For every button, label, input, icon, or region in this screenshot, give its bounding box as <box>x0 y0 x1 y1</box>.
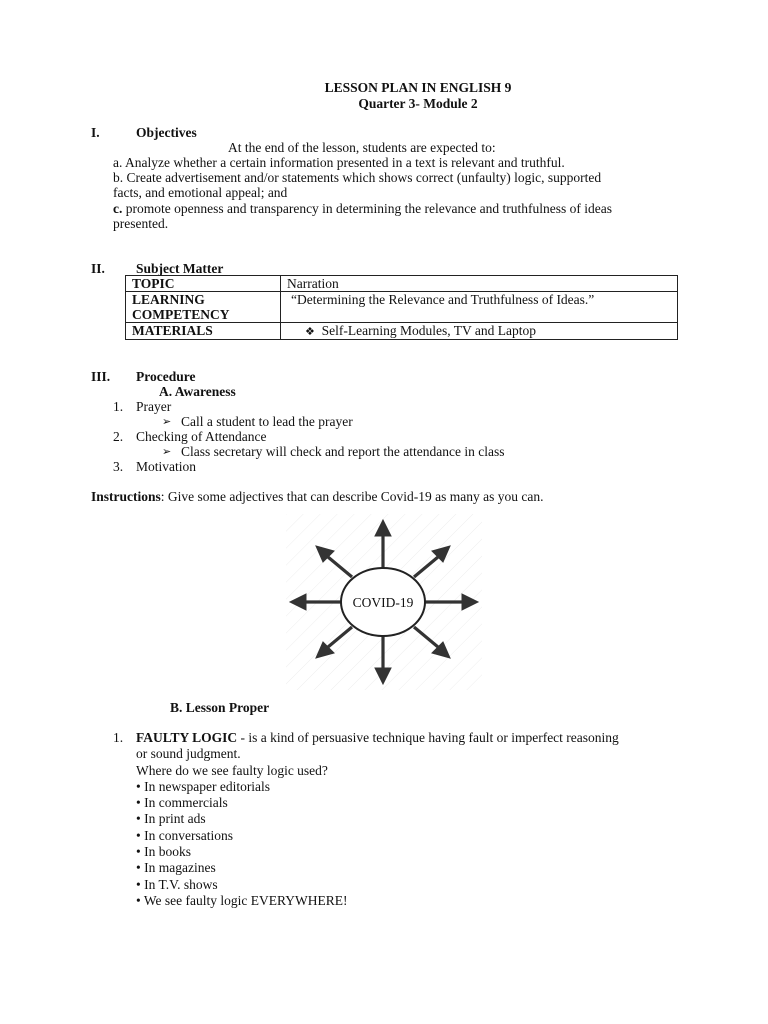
table-row <box>126 276 678 292</box>
table-value-competency: “Determining the Relevance and Truthfulness of Ideas.” <box>281 292 678 323</box>
list-item: • In conversations <box>136 828 233 843</box>
lesson-proper-heading: B. Lesson Proper <box>170 700 270 715</box>
list-item: • We see faulty logic EVERYWHERE! <box>136 893 348 908</box>
objectives-heading: Objectives <box>136 125 197 140</box>
table-label-competency: LEARNING COMPETENCY <box>126 292 281 323</box>
subject-numeral: II. <box>91 261 105 276</box>
procedure-heading: Procedure <box>136 369 196 384</box>
procedure-item-prayer: Prayer <box>136 399 172 414</box>
faulty-logic-term: FAULTY LOGIC <box>136 730 238 745</box>
procedure-item-attendance: Checking of Attendance <box>136 429 267 444</box>
list-item: • In newspaper editorials <box>136 779 271 794</box>
arrow-bullet-icon: ➢ <box>162 445 172 458</box>
objective-b-line2: facts, and emotional appeal; and <box>113 185 288 200</box>
instructions-line <box>91 489 544 505</box>
table-value-topic: Narration <box>281 276 678 292</box>
objective-a: a. Analyze whether a certain information presented in a text is relevant and truthful. <box>113 155 565 170</box>
list-item: • In books <box>136 844 191 859</box>
procedure-item-motivation: Motivation <box>136 459 196 474</box>
subject-matter-table <box>125 275 678 340</box>
objectives-numeral: I. <box>91 125 100 140</box>
procedure-item-number: 3. <box>113 459 124 474</box>
document-title: LESSON PLAN IN ENGLISH 9 <box>324 80 512 95</box>
word-web-svg <box>286 514 482 690</box>
objectives-intro: At the end of the lesson, students are expected to: <box>228 140 496 155</box>
instructions-text: : Give some adjectives that can describe Covid-19 as many as you can. <box>160 489 544 504</box>
instructions-label: Instructions <box>91 489 161 504</box>
list-item: • In T.V. shows <box>136 877 218 892</box>
objective-c-label: c. <box>113 201 123 216</box>
procedure-subitem: Call a student to lead the prayer <box>181 414 353 429</box>
subject-heading: Subject Matter <box>136 261 224 276</box>
table-row <box>126 323 678 340</box>
document-subtitle: Quarter 3- Module 2 <box>358 96 478 111</box>
objective-c-line1 <box>113 201 612 217</box>
table-label-topic: TOPIC <box>126 276 281 292</box>
objective-c-text: promote openness and transparency in determining the relevance and truthfulness of ideas <box>122 201 612 216</box>
objective-c-line2: presented. <box>113 216 169 231</box>
list-item: • In print ads <box>136 811 206 826</box>
procedure-numeral: III. <box>91 369 111 384</box>
faulty-logic-definition-line2: or sound judgment. <box>136 746 241 761</box>
materials-text: Self-Learning Modules, TV and Laptop <box>321 323 536 338</box>
procedure-subitem: Class secretary will check and report the attendance in class <box>181 444 505 459</box>
diagram-center-label: COVID-19 <box>352 595 414 610</box>
faulty-logic-number: 1. <box>113 730 124 745</box>
objective-b-line1: b. Create advertisement and/or statements which shows correct (unfaulty) logic, supported <box>113 170 602 185</box>
table-value-materials <box>281 323 678 340</box>
diamond-bullet-icon: ❖ <box>305 325 315 338</box>
faulty-logic-definition-line1 <box>136 730 619 746</box>
procedure-item-number: 1. <box>113 399 124 414</box>
faulty-logic-def: - is a kind of persuasive technique having fault or imperfect reasoning <box>237 730 619 745</box>
awareness-heading: A. Awareness <box>159 384 236 399</box>
covid-word-web-diagram <box>286 514 482 690</box>
list-item: • In commercials <box>136 795 228 810</box>
arrow-bullet-icon: ➢ <box>162 415 172 428</box>
table-row <box>126 292 678 323</box>
table-label-materials: MATERIALS <box>126 323 281 340</box>
list-item: • In magazines <box>136 860 216 875</box>
procedure-item-number: 2. <box>113 429 124 444</box>
faulty-logic-question: Where do we see faulty logic used? <box>136 763 328 778</box>
